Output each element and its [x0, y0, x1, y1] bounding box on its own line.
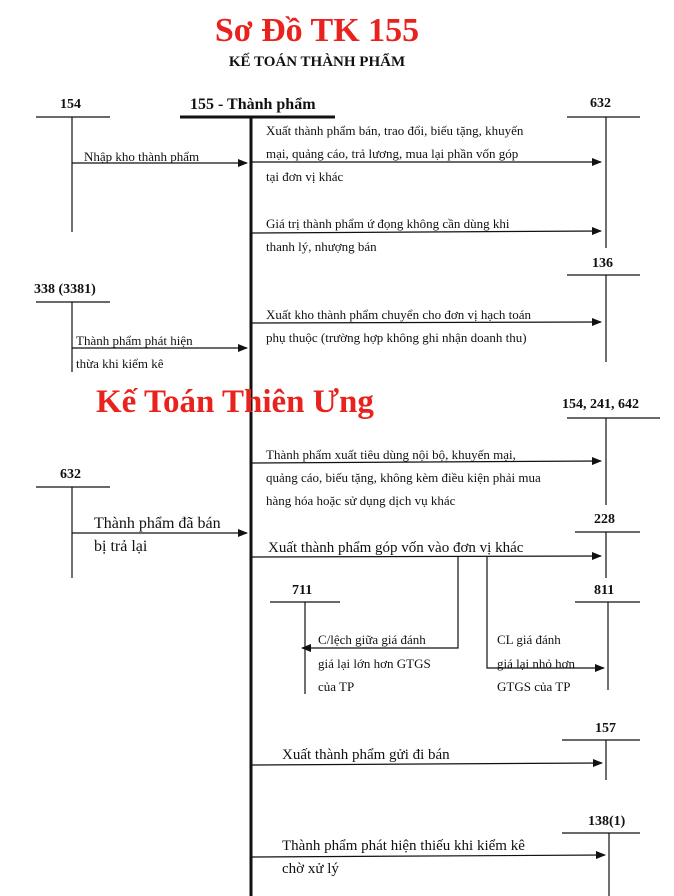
label-ung-dong-2: thanh lý, nhượng bán: [266, 239, 377, 254]
label-lon-hon-1: C/lệch giữa giá đánh: [318, 632, 426, 647]
label-tra-lai-1: Thành phẩm đã bán: [94, 515, 221, 532]
label-noi-bo-1: Thành phẩm xuất tiêu dùng nội bộ, khuyến mại,: [266, 447, 516, 462]
label-gop-von: Xuất thành phẩm góp vốn vào đơn vị khác: [268, 540, 524, 556]
page-title: Sơ Đồ TK 155: [214, 12, 420, 49]
arrow-to-811: [487, 557, 604, 668]
account-154: 154: [60, 97, 81, 112]
account-154-241-642: 154, 241, 642: [562, 397, 639, 412]
account-155: 155 - Thành phẩm: [190, 96, 316, 113]
account-138: 138(1): [588, 814, 626, 829]
label-thieu-1: Thành phẩm phát hiện thiếu khi kiểm kê: [282, 838, 525, 854]
account-157: 157: [595, 721, 616, 736]
account-228: 228: [594, 512, 615, 527]
label-nho-hon-1: CL giá đánh: [497, 632, 561, 647]
account-136: 136: [592, 256, 613, 271]
label-thua-1: Thành phẩm phát hiện: [76, 333, 193, 348]
page-subtitle: KẾ TOÁN THÀNH PHẨM: [228, 54, 406, 70]
label-noi-bo-3: hàng hóa hoặc sử dụng dịch vụ khác: [266, 493, 456, 508]
account-811: 811: [594, 583, 615, 598]
label-nho-hon-3: GTGS của TP: [497, 679, 571, 694]
label-phu-thuoc-2: phụ thuộc (trường hợp không ghi nhận doanh thu): [266, 330, 527, 345]
label-gui-ban: Xuất thành phẩm gửi đi bán: [282, 747, 450, 763]
label-nho-hon-2: giá lại nhỏ hơn: [497, 656, 575, 671]
label-xuat-ban-1: Xuất thành phẩm bán, trao đổi, biếu tặng, khuyến: [266, 123, 524, 138]
label-xuat-ban-2: mại, quảng cáo, trả lương, mua lại phần vốn góp: [266, 146, 519, 161]
label-lon-hon-3: của TP: [318, 679, 355, 694]
account-632-top: 632: [590, 96, 611, 111]
label-tra-lai-2: bị trả lại: [94, 538, 148, 555]
label-xuat-ban-3: tại đơn vị khác: [266, 169, 344, 184]
label-phu-thuoc-1: Xuất kho thành phẩm chuyển cho đơn vị hạch toán: [266, 307, 532, 322]
label-nhap-kho: Nhập kho thành phẩm: [84, 149, 200, 164]
account-632-left: 632: [60, 467, 81, 482]
label-ung-dong-1: Giá trị thành phẩm ứ đọng không cần dùng khi: [266, 216, 510, 231]
account-711: 711: [292, 583, 313, 598]
label-noi-bo-2: quảng cáo, biếu tặng, không kèm điều kiện phải mua: [266, 470, 541, 485]
account-338: 338 (3381): [34, 282, 96, 297]
label-thieu-2: chờ xử lý: [282, 861, 339, 877]
watermark-text: Kế Toán Thiên Ưng: [96, 384, 374, 420]
label-lon-hon-2: giá lại lớn hơn GTGS: [318, 656, 431, 671]
label-thua-2: thừa khi kiểm kê: [76, 356, 164, 371]
